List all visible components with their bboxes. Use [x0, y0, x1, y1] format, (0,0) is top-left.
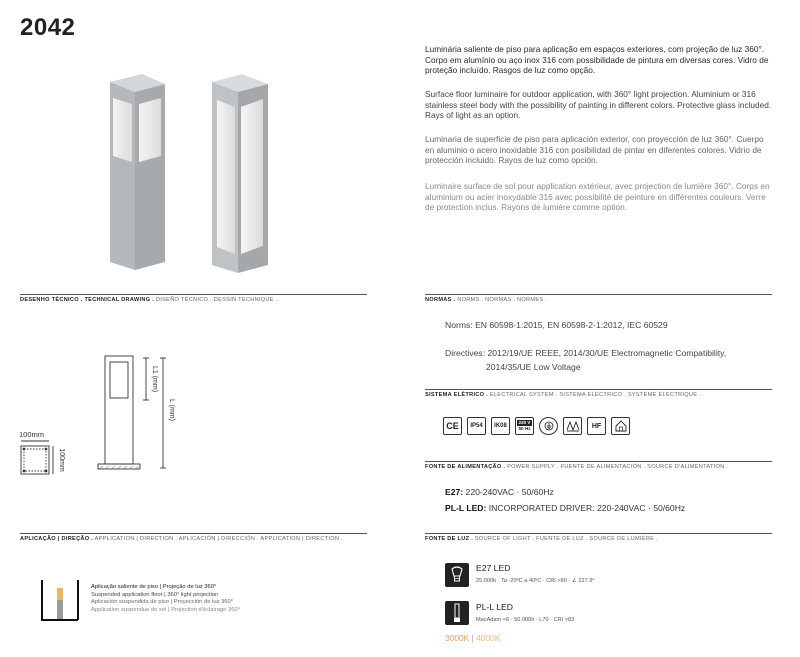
power-pll: PL-L LED: INCORPORATED DRIVER: 220-240VAC · 50/60Hz: [445, 503, 686, 513]
product-photo: [100, 70, 300, 275]
description-es: Luminaria de superficie de piso para aplicación exterior, con proyección de luz 360°. Cuerpo en aluminio o acero inoxidable 316 con posibilidad de pintar en diferentes colores. Vidrio de protección incluido. Rayos de luz como opción.: [425, 134, 764, 166]
ce-badge: CE: [443, 417, 462, 435]
voltage-value: 230 V: [518, 420, 531, 425]
dim-depth-label: 100mm: [58, 448, 65, 472]
section-application: APLICAÇÃO | DIREÇÃO . APPLICATION | DIRECTION . APLICACIÓN | DIRECCIÓN . APPLICATION | DIRECTION .: [20, 533, 367, 542]
description-fr: Luminaire surface de sol pour application extérieur, avec projection de lumière 360°. Corps en aluminium ou acier inoxydable 316 avec possibilité de peinture en différentes couleurs. Verre de protection inclus. Rayons de lumière comme option.: [425, 181, 770, 213]
section-electrical: SISTEMA ELÉTRICO . ELECTRICAL SYSTEM . SISTEMA ELÉCTRICO . SYSTÈME ÉLECTRIQUE .: [425, 389, 772, 398]
description-en: Surface floor luminaire for outdoor application, with 360° light projection. Aluminium or 316 stainless steel body with the possibility of painting in different colors. Protective glass included. Rays of light as an option.: [425, 89, 772, 121]
application-icon: [40, 580, 80, 622]
power-e27: E27: 220-240VAC · 50/60Hz: [445, 487, 554, 497]
application-line-pt: Aplicação saliente de piso | Projeção de luz 360°: [91, 584, 217, 590]
color-temp-4000k: 4000K: [476, 633, 501, 643]
product-code: 2042: [20, 14, 76, 41]
dim-width-label: 100mm: [19, 430, 45, 439]
application-line-es: Aplicación suspendida de piso | Proyección de luz 360°: [91, 599, 234, 606]
section-technical-drawing: DESENHO TÉCNICO . TECHNICAL DRAWING . DISEÑO TÉCNICO . DESSIN TECHNIQUE .: [20, 294, 367, 303]
e27-led-icon: [445, 563, 469, 587]
color-temp-3000k: 3000K: [445, 633, 470, 643]
light-source-e27-subtitle: 25.000h · Ta -20ºC a 40ºC · CRI >80 · ∠ 227.9°: [476, 578, 595, 584]
dim-l-label: L (mm): [168, 399, 175, 421]
application-text: [91, 584, 240, 614]
section-light-source: FONTE DE LUZ . SOURCE OF LIGHT . FUENTE DE LUZ . SOURCE DE LUMIÈRE .: [425, 533, 772, 542]
ip54-badge: IP54: [467, 417, 486, 435]
ik08-badge: IK08: [491, 417, 510, 435]
color-temperatures: 3000K | 4000K: [445, 633, 501, 643]
directives-line-2: 2014/35/UE Low Voltage: [486, 362, 581, 372]
rays-icon: [563, 417, 582, 435]
house-icon: [611, 417, 630, 435]
pll-led-icon: [445, 601, 469, 625]
earth-icon: [539, 417, 558, 435]
description-pt: Luminária saliente de piso para aplicação em espaços exteriores, com projeção de luz 360°. Corpo em alumínio ou aço inox 316 com possibilidade de pintura em diversas cores. Vidro de proteção incluído. Rasgos de luz como opção.: [425, 44, 769, 76]
technical-drawing: [15, 350, 215, 480]
light-source-pll-subtitle: MacAdam <6 · 50.000h · L70 · CRI >83: [476, 617, 575, 623]
application-line-en: Suspended application floor | 360° light projection: [91, 591, 219, 598]
application-line-fr: Application suspendue de sol | Projection d'éclairage 360°: [91, 606, 240, 613]
section-power-supply: FONTE DE ALIMENTAÇÃO . POWER SUPPLY . FUENTE DE ALIMENTACIÓN . SOURCE D'ALIMENTATION .: [425, 461, 772, 470]
hf-badge: HF: [587, 417, 606, 435]
dim-l1-label: L1 (mm): [151, 365, 158, 393]
voltage-badge: [515, 417, 534, 435]
frequency-value: 50 Hz: [518, 426, 531, 431]
directives-line-1: Directives: 2012/19/UE REEE, 2014/30/UE Electromagnetic Compatibility,: [445, 348, 727, 358]
light-source-e27-title: E27 LED: [476, 563, 511, 573]
light-source-pll-title: PL-L LED: [476, 602, 513, 612]
section-norms: NORMAS . NORMS . NORMAS . NORMES .: [425, 294, 772, 303]
electrical-badges: [443, 417, 630, 435]
norms-line: Norms: EN 60598-1:2015, EN 60598-2-1:2012, IEC 60529: [445, 320, 668, 330]
